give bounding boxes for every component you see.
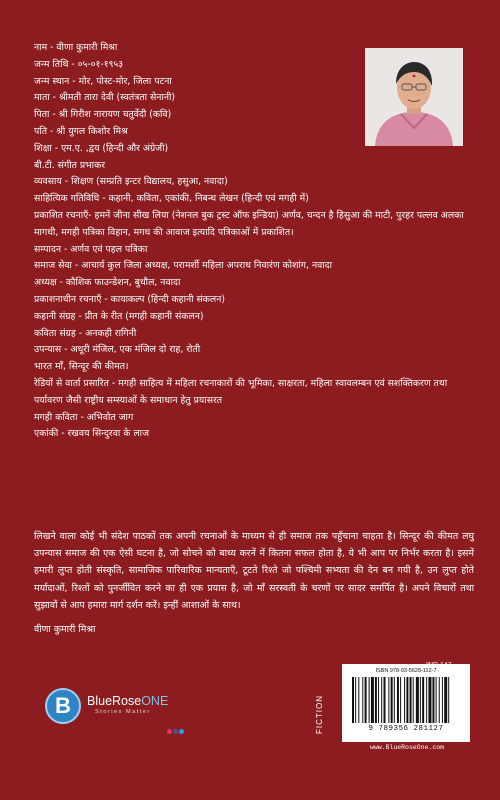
bio-upcoming-works: प्रकाशनाधीन रचनाएँ - कायाकल्प (हिन्दी कहानी संकलन) bbox=[34, 293, 226, 305]
book-blurb: लिखने वाला कोई भी संदेश पाठकों तक अपनी रचनाओं के माध्यम से ही समाज तक पहुँचाना चाहता है। सिन्दूर की कीमत लघु उपन्यास समाज की एक ऐसी घटना है, जो सोचने को बाध्य करनें में कितना सफल होता है, ये भी आप पर निर्भर करता है। इसमें हमारी लुप्त होती संस्कृति, सामाजिक पारिवारिक मान्यताएँ, टूटते रिश्ते जो पश्चिमी सभ्यता की देन बन गयी है, उन लुप्त होते मर्यादाओं, रिश्तों को पुनर्जीवित करने का ही एक प्रयास है, जो माँ सरस्वती के चरणों पर सादर समर्पित है। अपने विचारों तथा सुझावों से आप हमारा मार्ग दर्शन करें। इन्हीं आशाओं के साथ। bbox=[34, 531, 474, 611]
bio-father: पिता - श्री गिरीश नारायण चतुर्वेदी (कवि) bbox=[34, 109, 172, 121]
bio-editing: सम्पादन - अर्णव एवं पहल पत्रिका bbox=[34, 243, 148, 255]
bio-birth-date: जन्म तिथि - ०५-०१-१९५३ bbox=[34, 58, 124, 70]
logo-letter: B bbox=[55, 693, 71, 718]
bio-birth-place: जन्म स्थान - मोर, पोस्ट-मोर, जिला पटना bbox=[34, 75, 172, 87]
facebook-icon bbox=[173, 729, 178, 734]
bio-literary-activity: साहित्यिक गतिविधि - कहानी, कविता, एकांकी, निबन्ध लेखन (हिन्दी एवं मगही में) bbox=[34, 193, 309, 205]
bio-president: अध्यक्ष - कौशिक फाउन्डेशन, बुधौल, नवादा bbox=[34, 277, 181, 289]
genre-label-vertical bbox=[315, 686, 336, 746]
publisher-logo-mark bbox=[45, 688, 81, 724]
bio-name: नाम - वीणा कुमारी मिश्रा bbox=[34, 42, 118, 53]
bio-occupation: व्यवसाय - शिक्षण (सम्प्रति इन्टर विद्यालय, हसुआ, नवादा) bbox=[34, 176, 228, 188]
isbn-barcode bbox=[342, 664, 470, 742]
publisher-website: www.BlueRoseOne.com bbox=[369, 744, 445, 751]
bio-novels-2: भारत माँ, सिन्दूर की कीमत। bbox=[34, 361, 129, 373]
bio-social-service: समाज सेवा - आचार्य कुल जिला अध्यक्ष, परामर्शी महिला अपराध निवारंण कोशांग, नवादा bbox=[34, 260, 333, 272]
bio-education: शिक्षा - एम.ए. ,द्वय (हिन्दी और अंग्रेजी) bbox=[34, 142, 169, 154]
instagram-icon bbox=[167, 729, 172, 734]
barcode-bars bbox=[352, 677, 460, 723]
isbn-text: ISBN 978-93-5628-112-7 bbox=[375, 668, 437, 674]
publisher-tagline: Stories Matter bbox=[95, 709, 151, 715]
twitter-icon bbox=[179, 729, 184, 734]
publisher-name: BlueRoseONE bbox=[87, 694, 169, 708]
bio-one-act-play: एकांकी - रखवय सिन्दुरवा के लाज bbox=[34, 428, 149, 440]
bio-radio-talks: रेडियों से वार्ता प्रसारित - मगही साहित्य में महिला रचनाकारों की भूमिका, साक्षरता, महिला स्वावलम्बन एवं सशक्तिकरण तथा पर्यावरण जैसी राष्ट्रीय सम्स्याओं के समाधान हेतु प्रयासरत bbox=[34, 377, 448, 406]
publisher-logo bbox=[45, 678, 195, 738]
bio-poetry-collection: कविता संग्रह - अनकही रागिनी bbox=[34, 327, 137, 339]
bio-magahi-poem: मगही कविता - अभिवोत जाग bbox=[34, 411, 134, 423]
bio-story-collection: कहानी संग्रह - प्रीत के रीत (मगही कहानी संकलन) bbox=[34, 310, 204, 322]
author-signature: वीणा कुमारी मिश्रा bbox=[34, 624, 96, 635]
bio-published-works: प्रकाशित रचनाएँ- हमनें जीना सीख लिया (नेशनल बुक ट्रस्ट ऑफ इन्डिया) अर्णव, चन्दन है हिसुआ की माटी, पुरहर पल्लव अलका मागधी, मगही पत्रिका विहान, मगध की आवाज इत्यादि पत्रिकाओं में प्रकाशित। bbox=[34, 209, 464, 238]
author-photo bbox=[365, 48, 463, 146]
bio-novels: उपन्यास - अधूरी मंजिल, एक मंजिल दो राह, रोती bbox=[34, 344, 201, 356]
bio-husband: पति - श्री युगल किशोर मिश्र bbox=[34, 125, 128, 137]
bio-education-2: बी.टी. संगीत प्रभाकर bbox=[34, 159, 106, 171]
isbn-number: 9 789356 281127 bbox=[368, 725, 444, 733]
genre-label: FICTION bbox=[315, 695, 324, 734]
social-icons bbox=[167, 719, 185, 738]
bio-mother: माता - श्रीमती तारा देवी (स्वतंत्रता सेनानी) bbox=[34, 92, 176, 104]
